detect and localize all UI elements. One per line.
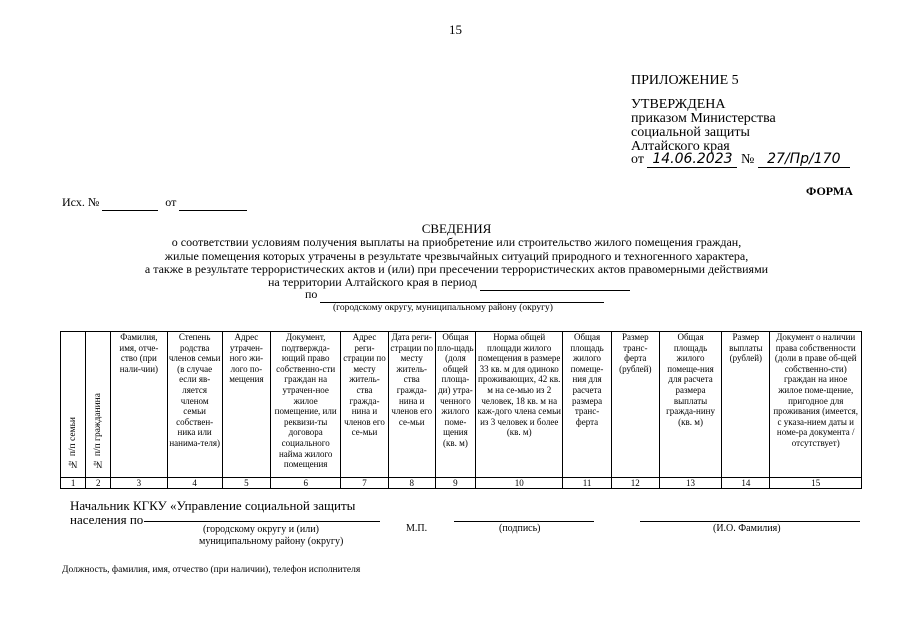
header-citizen-number: № п/п гражданина [86,332,111,478]
column-number: 10 [476,478,563,489]
column-number: 5 [222,478,270,489]
approved-line3: Алтайского края [631,139,730,154]
approved-label: УТВЕРЖДЕНА [631,97,726,112]
outgoing-date-field[interactable] [179,195,247,211]
heading-line5-prefix: по [305,287,318,301]
district-field[interactable] [320,287,604,303]
header-kinship: Степень родства членов семьи (в случае если яв-ляется членом семьи собствен-ника или нанима-теля) [167,332,222,478]
name-line[interactable] [640,521,860,522]
column-number: 14 [722,478,770,489]
executor-label: Должность, фамилия, имя, отчество (при наличии), телефон исполнителя [62,565,361,575]
heading-line5-caption: (городскому округу, муниципальному району (округу) [333,303,553,313]
header-lost-area: Общая пло-щадь (доля общей площа-ди) утра-ченного жилого поме-щения (кв. м) [435,332,475,478]
header-registration-date: Дата реги-страции по месту житель-ства гражда-нина и членов его се-мьи [388,332,435,478]
outgoing-number-label: Исх. № [62,195,100,209]
approval-number: 27/Пр/170 [758,151,850,168]
number-prefix: № [740,152,755,167]
outgoing-number-field[interactable] [102,195,158,211]
column-number: 4 [167,478,222,489]
form-label: ФОРМА [806,184,853,198]
heading-line5-row [305,287,604,303]
signature-line1: Начальник КГКУ «Управление социальной защиты [70,498,356,513]
outgoing-from-label: от [165,195,177,209]
data-table [60,331,862,489]
column-number: 11 [563,478,611,489]
column-number: 1 [61,478,86,489]
header-area-norm: Норма общей площади жилого помещения в размере 33 кв. м для одиноко проживающих, 42 кв. м на се-мью из 2 человек, 18 кв. м на каж-дого члена семьи из 3 человек и более (кв. м) [476,332,563,478]
approved-line1: приказом Министерства [631,111,776,126]
heading-title: СВЕДЕНИЯ [421,221,492,236]
column-number: 7 [341,478,388,489]
heading-line3: а также в результате террористических актов и (или) при пресечении террористических актов правомерными действиями [144,262,769,276]
outgoing-row [62,195,247,211]
approved-line2: социальной защиты [631,125,750,140]
header-registration-address: Адрес реги-страции по месту житель-ства гражда-нина и членов его се-мьи [341,332,388,478]
district-caption-1: (городскому округу и (или) [203,524,319,535]
approval-date: 14.06.2023 [647,151,737,168]
column-number: 6 [271,478,341,489]
district-signature-line[interactable] [144,521,380,522]
header-transfer-area: Общая площадь жилого помеще-ния для расчета размера транс-ферта [563,332,611,478]
column-number: 2 [86,478,111,489]
header-other-property-document: Документ о наличии права собственности (доли в праве об-щей собственно-сти) граждан на иное жилое поме-щение, пригодное для проживания (имеется, с указа-нием даты и номе-ра документа / отсутствует) [770,332,862,478]
sign-caption: (подпись) [499,523,541,534]
signature-line2: населения по [70,512,144,527]
approval-date-row [631,151,850,168]
column-number: 12 [611,478,659,489]
seal-label: М.П. [406,523,428,534]
name-caption: (И.О. Фамилия) [713,523,781,534]
heading-line1: о соответствии условиям получения выплаты на приобретение или строительство жилого помещения граждан, [171,235,742,249]
header-full-name: Фамилия, имя, отче-ство (при нали-чии) [111,332,167,478]
column-number: 13 [659,478,721,489]
header-ownership-document: Документ, подтвержда-ющий право собственно-сти граждан на утрачен-ное жилое помещение, или реквизи-ты договора социального найма жилого помещения [271,332,341,478]
district-caption-2: муниципальному району (округу) [199,536,344,547]
sign-line[interactable] [454,521,594,522]
table-header-row [61,332,862,478]
table-number-row [61,478,862,489]
header-family-number: № п/п семьи [61,332,86,478]
header-lost-address: Адрес утрачен-ного жи-лого по-мещения [222,332,270,478]
heading-line4: на территории Алтайского края в период [268,275,477,289]
column-number: 9 [435,478,475,489]
header-payment-amount: Размер выплаты (рублей) [722,332,770,478]
column-number: 8 [388,478,435,489]
page-number: 15 [449,22,462,37]
column-number: 15 [770,478,862,489]
header-payment-area: Общая площадь жилого помеще-ния для расчета размера выплаты гражда-нину (кв. м) [659,332,721,478]
appendix-title: ПРИЛОЖЕНИЕ 5 [631,73,739,88]
header-transfer-amount: Размер транс-ферта (рублей) [611,332,659,478]
column-number: 3 [111,478,167,489]
date-prefix: от [631,152,644,167]
heading-line2: жилые помещения которых утрачены в результате чрезвычайных ситуаций природного и техногенного характера, [164,249,749,263]
